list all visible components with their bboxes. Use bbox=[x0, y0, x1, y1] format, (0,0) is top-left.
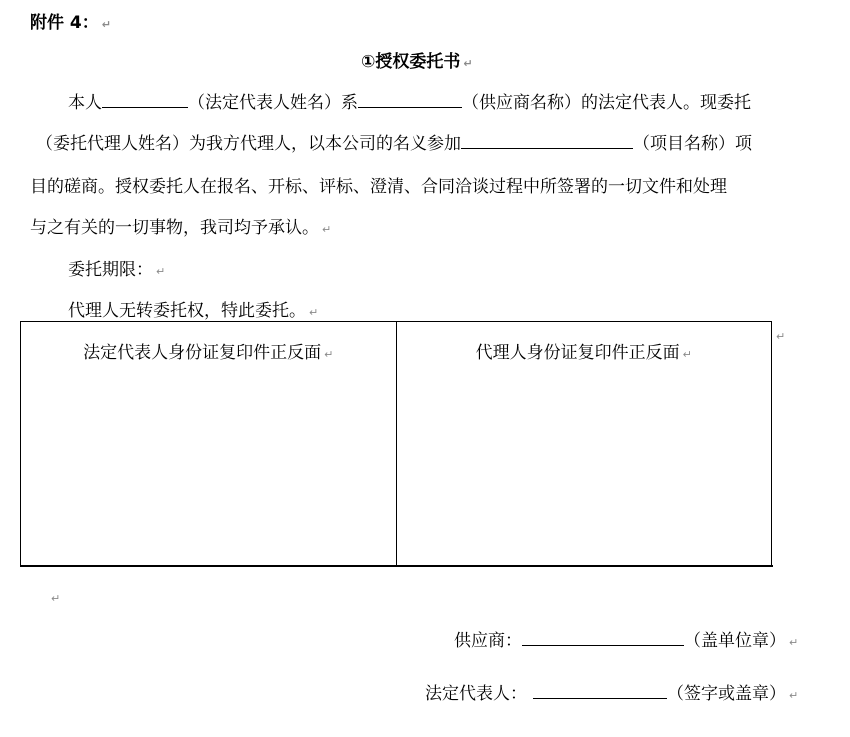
empty-paragraph-mark: ↵ bbox=[51, 592, 61, 605]
paragraph-mark: ↵ bbox=[309, 306, 319, 319]
attachment-label: 附件 4： ↵ bbox=[30, 13, 111, 33]
paragraph-mark: ↵ bbox=[156, 265, 166, 278]
agent-id-cell[interactable]: 代理人身份证复印件正反面 ↵ bbox=[396, 322, 772, 567]
paragraph-line-3: 目的磋商。授权委托人在报名、开标、评标、澄清、合同洽谈过程中所签署的一切文件和处理 bbox=[30, 177, 727, 197]
document-title: ①授权委托书 ↵ bbox=[361, 52, 473, 72]
project-name-blank[interactable] bbox=[461, 130, 633, 149]
supplier-signature-line: 供应商： （盖单位章） ↵ bbox=[454, 626, 798, 651]
paragraph-mark: ↵ bbox=[789, 636, 799, 649]
row-end-mark: ↵ bbox=[776, 330, 786, 343]
legal-rep-id-cell[interactable]: 法定代表人身份证复印件正反面 ↵ bbox=[21, 322, 397, 567]
paragraph-mark: ↵ bbox=[324, 348, 334, 361]
supplier-seal-blank[interactable] bbox=[522, 627, 684, 646]
no-transfer-line: 代理人无转委托权，特此委托。 ↵ bbox=[68, 301, 319, 321]
legal-rep-sign-blank[interactable] bbox=[533, 680, 667, 699]
paragraph-mark: ↵ bbox=[789, 689, 799, 702]
id-copy-table bbox=[20, 321, 772, 567]
paragraph-mark: ↵ bbox=[101, 18, 111, 31]
paragraph-mark: ↵ bbox=[463, 57, 473, 70]
term-line: 委托期限： ↵ bbox=[68, 260, 166, 280]
supplier-name-blank[interactable] bbox=[358, 89, 462, 108]
paragraph-line-1: 本人 （法定代表人姓名）系 （供应商名称）的法定代表人。现委托 bbox=[68, 88, 751, 113]
paragraph-line-2: （委托代理人姓名）为我方代理人，以本公司的名义参加 （项目名称）项 bbox=[36, 129, 752, 154]
paragraph-mark: ↵ bbox=[682, 348, 692, 361]
paragraph-mark: ↵ bbox=[322, 223, 332, 236]
legal-rep-name-blank[interactable] bbox=[102, 89, 188, 108]
legal-rep-signature-line: 法定代表人： （签字或盖章） ↵ bbox=[425, 679, 798, 704]
table-bottom-border bbox=[20, 565, 773, 567]
paragraph-line-4: 与之有关的一切事物，我司均予承认。 ↵ bbox=[30, 218, 332, 238]
